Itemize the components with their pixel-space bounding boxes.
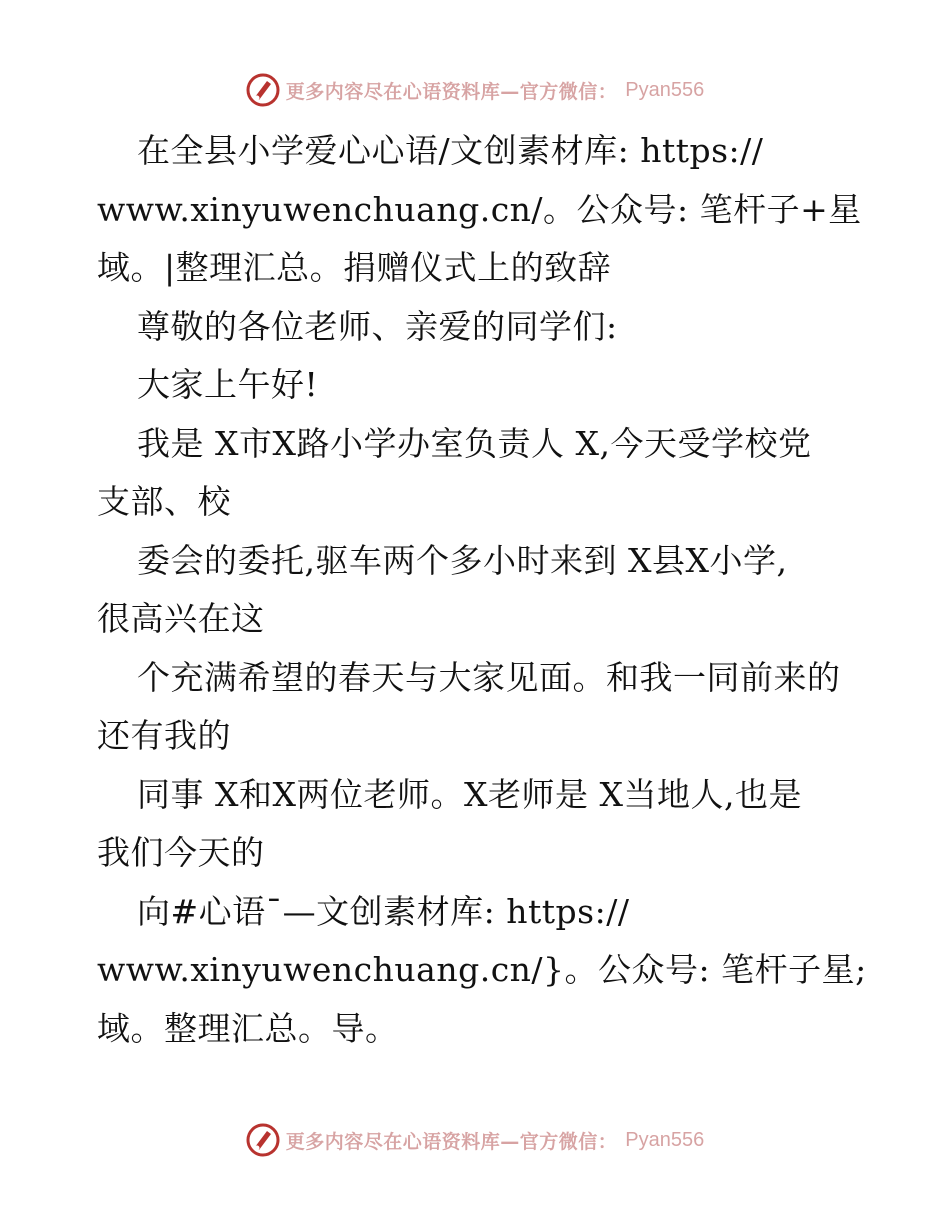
body-line: 在全县小学爱心心语/文创素材库: https:// bbox=[137, 131, 764, 170]
body-line: 委会的委托,驱车两个多小时来到 X县X小学, bbox=[137, 540, 788, 580]
logo-icon bbox=[246, 1123, 280, 1157]
body-line: 向#心语¯—文创素材库: https:// bbox=[137, 891, 630, 931]
body-line: 还有我的 bbox=[97, 716, 231, 755]
body-line: 很高兴在这 bbox=[97, 599, 265, 638]
footer-banner-id: Pyan556 bbox=[625, 1128, 705, 1151]
body-line: 大家上午好! bbox=[137, 365, 319, 404]
body-line: www.xinyuwenchuang.cn/}。公众号: 笔杆子星; bbox=[97, 950, 867, 989]
header-banner-text: 更多内容尽在心语资料库—官方微信： bbox=[285, 80, 618, 103]
header-banner-id: Pyan556 bbox=[625, 78, 705, 101]
body-line: 个充满希望的春天与大家见面。和我一同前来的 bbox=[137, 657, 841, 697]
footer-banner-text: 更多内容尽在心语资料库—官方微信： bbox=[285, 1130, 618, 1153]
body-line: www.xinyuwenchuang.cn/。公众号: 笔杆子+星 bbox=[97, 189, 862, 229]
footer-banner bbox=[0, 1120, 950, 1160]
logo-icon bbox=[246, 73, 280, 107]
body-line: 支部、校 bbox=[97, 482, 231, 521]
body-line: 尊敬的各位老师、亲爱的同学们: bbox=[137, 306, 618, 346]
body-line: 我是 X市X路小学办室负责人 X,今天受学校党 bbox=[137, 423, 812, 463]
header-banner bbox=[0, 70, 950, 110]
body-line: 我们今天的 bbox=[97, 833, 265, 872]
document-body bbox=[97, 122, 867, 1058]
body-line: 同事 X和X两位老师。X老师是 X当地人,也是 bbox=[137, 774, 802, 814]
body-line: 域。|整理汇总。捐赠仪式上的致辞 bbox=[97, 248, 612, 287]
body-line: 域。整理汇总。导。 bbox=[97, 1008, 399, 1048]
